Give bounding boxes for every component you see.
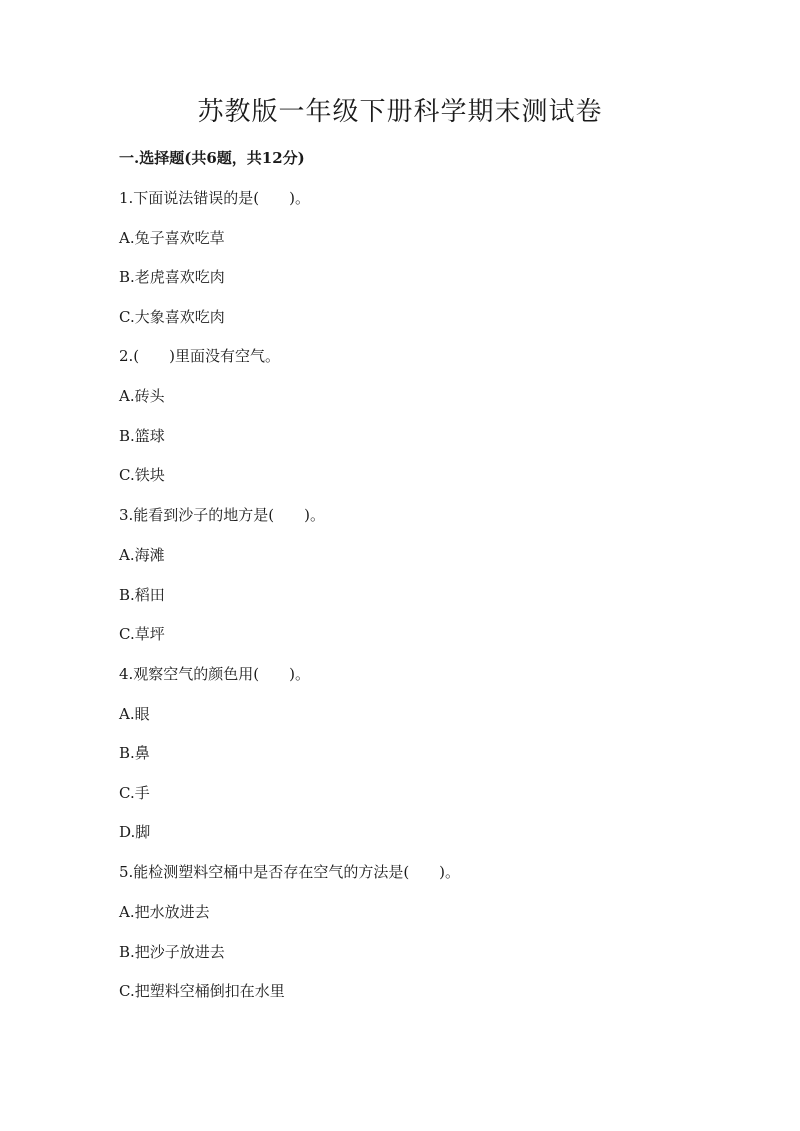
question-1-option-c: C.大象喜欢吃肉	[119, 308, 225, 326]
question-2-option-c: C.铁块	[119, 466, 165, 484]
question-4-option-b: B.鼻	[119, 744, 150, 762]
question-4-option-c: C.手	[119, 784, 150, 802]
question-4-option-a: A.眼	[119, 705, 150, 723]
question-3-option-a: A.海滩	[119, 546, 165, 564]
question-3-option-b: B.稻田	[119, 586, 165, 604]
question-5-option-c: C.把塑料空桶倒扣在水里	[119, 982, 285, 1000]
question-2-option-a: A.砖头	[119, 387, 165, 405]
section-heading: 一.选择题(共6题，共12分)	[119, 149, 305, 167]
question-1-option-a: A.兔子喜欢吃草	[119, 229, 225, 247]
question-stem-4: 4.观察空气的颜色用( )。	[119, 665, 311, 683]
question-stem-1: 1.下面说法错误的是( )。	[119, 189, 311, 207]
question-5-option-a: A.把水放进去	[119, 903, 210, 921]
question-2-option-b: B.篮球	[119, 427, 165, 445]
question-5-option-b: B.把沙子放进去	[119, 943, 225, 961]
question-1-option-b: B.老虎喜欢吃肉	[119, 268, 225, 286]
question-3-option-c: C.草坪	[119, 625, 165, 643]
question-stem-2: 2.( )里面没有空气。	[119, 347, 281, 365]
question-stem-3: 3.能看到沙子的地方是( )。	[119, 506, 326, 524]
question-stem-5: 5.能检测塑料空桶中是否存在空气的方法是( )。	[119, 863, 461, 881]
document-title: 苏教版一年级下册科学期末测试卷	[197, 97, 603, 127]
question-4-option-d: D.脚	[119, 823, 151, 841]
